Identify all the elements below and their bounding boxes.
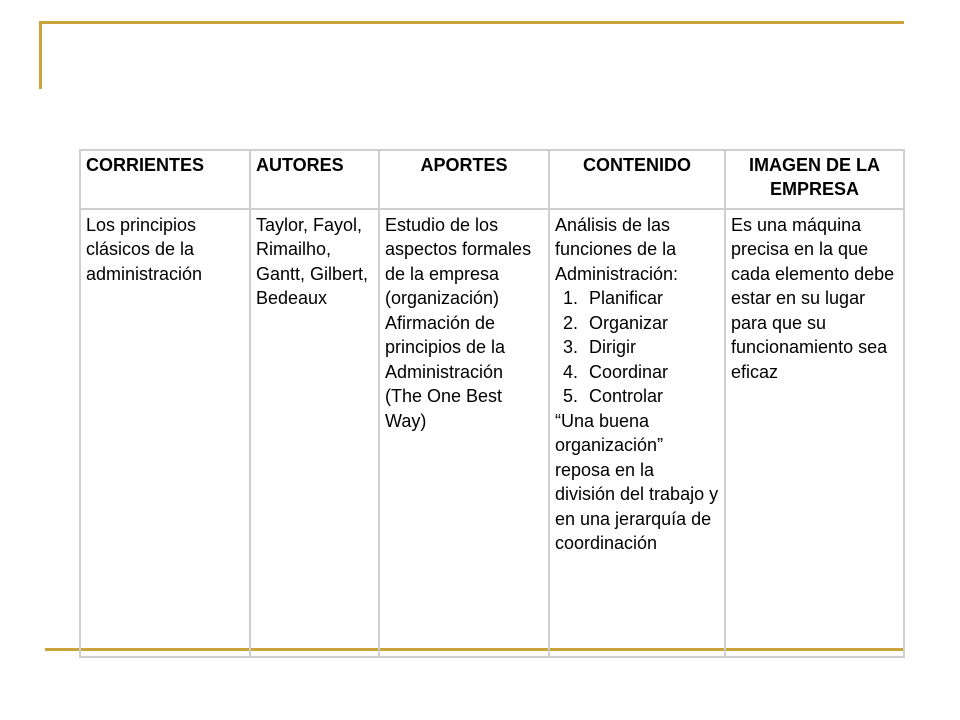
table-header-row bbox=[80, 150, 904, 209]
aportes-paragraph-2: Afirmación de principios de la Administración (The One Best Way) bbox=[385, 312, 506, 431]
contenido-intro: Análisis de las funciones de la Administración: bbox=[555, 215, 679, 284]
contenido-outro: “Una buena organización” reposa en la división del trabajo y en una jerarquía de coordinación bbox=[555, 410, 719, 554]
table-row bbox=[80, 209, 904, 657]
header-corrientes: CORRIENTES bbox=[80, 150, 250, 209]
list-item: 5. Controlar bbox=[583, 384, 719, 408]
cell-contenido bbox=[549, 209, 725, 657]
header-autores: AUTORES bbox=[250, 150, 379, 209]
list-item: 4. Coordinar bbox=[583, 360, 719, 384]
functions-list bbox=[555, 286, 719, 408]
cell-imagen-de-la-empresa: Es una máquina precisa en la que cada elemento debe estar en su lugar para que su funcionamiento sea eficaz bbox=[725, 209, 904, 657]
cell-autores: Taylor, Fayol, Rimailho, Gantt, Gilbert, Bedeaux bbox=[250, 209, 379, 657]
cell-corrientes: Los principios clásicos de la administración bbox=[80, 209, 250, 657]
header-imagen-de-la-empresa: IMAGEN DE LA EMPRESA bbox=[725, 150, 904, 209]
list-item: 3. Dirigir bbox=[583, 335, 719, 359]
header-aportes: APORTES bbox=[379, 150, 549, 209]
administration-theories-table bbox=[79, 149, 905, 658]
left-decorative-line bbox=[39, 21, 42, 89]
aportes-paragraph-1: Estudio de los aspectos formales de la empresa (organización) bbox=[385, 215, 532, 309]
list-item: 2. Organizar bbox=[583, 311, 719, 335]
cell-aportes bbox=[379, 209, 549, 657]
top-decorative-line bbox=[40, 21, 904, 24]
list-item: 1. Planificar bbox=[583, 286, 719, 310]
header-contenido: CONTENIDO bbox=[549, 150, 725, 209]
